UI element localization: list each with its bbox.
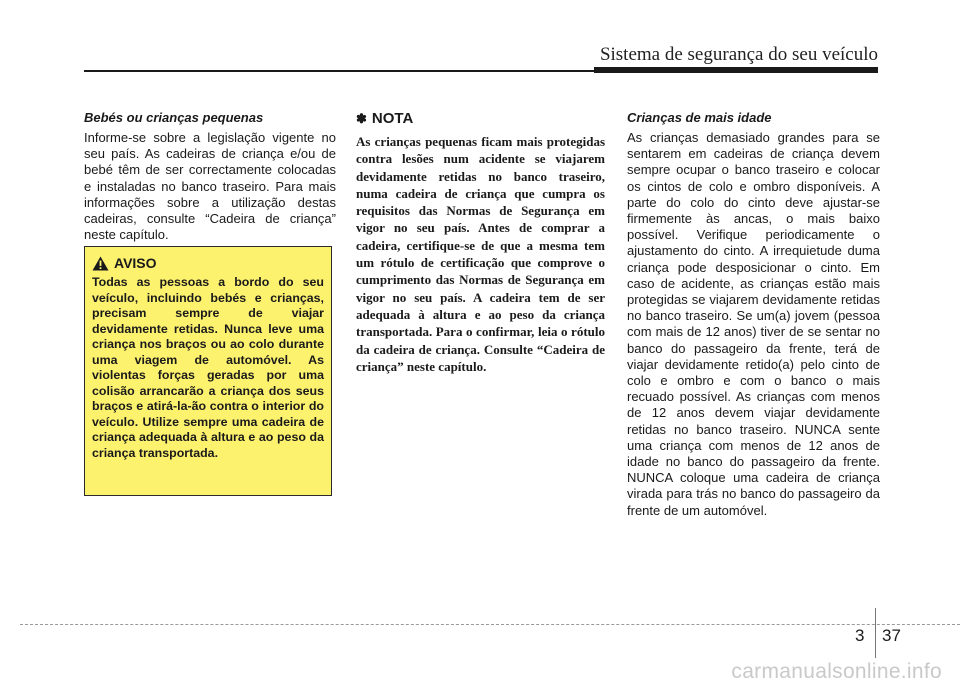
- page-number: 37: [882, 626, 901, 645]
- babies-heading: Bebés ou crianças pequenas: [84, 110, 264, 125]
- note-heading-label: NOTA: [371, 110, 414, 127]
- note-star-icon: ✽: [356, 110, 367, 126]
- watermark-text: carmanualsonline.info: [731, 660, 942, 683]
- older-children-heading: Crianças de mais idade: [627, 110, 772, 125]
- header-rule-thick: [594, 67, 878, 73]
- babies-paragraph: Informe-se sobre a legislação vigente no seu país. As cadeiras de criança e/ou de bebé têm de ser correctamente colocadas e instaladas no banco traseiro. Para mais informações sobre a utilização destas cadeiras, consulte “Cadeira de criança” neste capítulo.: [84, 130, 336, 243]
- column-older-children: [627, 110, 880, 519]
- note-paragraph: As crianças pequenas ficam mais protegidas contra lesões num acidente se viajarem devidamente retidas no banco traseiro, numa cadeira de criança que cumpra os requisitos das Normas de Segurança em vigor no seu país. Antes de comprar a cadeira, certifique-se de que a mesma tem um rótulo de certificação que comprove o cumprimento das Normas de Segurança em vigor no seu país. A cadeira tem de ser adequada à altura e ao peso da criança transportada. Para o confirmar, leia o rótulo da cadeira de criança. Consulte “Cadeira de criança” neste capítulo.: [356, 134, 605, 374]
- section-number: 3: [855, 626, 865, 645]
- running-header-title: Sistema de segurança do seu veículo: [599, 44, 878, 65]
- warning-title: [92, 255, 324, 271]
- column-note: [356, 110, 605, 375]
- older-children-paragraph: As crianças demasiado grandes para se sentarem em cadeiras de criança devem sempre ocupar o banco traseiro e colocar os cintos de colo e ombro disponíveis. A parte do colo do cinto deve ajustar-se firmemente às ancas, o mais baixo possível. Verifique periodicamente o ajustamento do cinto. A irrequietude duma criança pode desposicionar o cinto. Em caso de acidente, as crianças estão mais protegidas se viajarem devidamente retidas no banco traseiro. Se um(a) jovem (pessoa com mais de 12 anos) tiver de se sentar no banco do passageiro da frente, terá de viajar devidamente retido(a) pelo cinto de colo e ombro e com o banco o mais recuado possível. As crianças com menos de 12 anos devem viajar devidamente retidas no banco traseiro. NUNCA sente uma criança com menos de 12 anos de idade no banco do passageiro da frente. NUNCA coloque uma cadeira de criança virada para trás no banco do passageiro da frente de um automóvel.: [627, 130, 880, 518]
- note-heading: [356, 110, 605, 127]
- column-babies: [84, 110, 336, 243]
- warning-text: Todas as pessoas a bordo do seu veículo, incluindo bebés e crianças, precisam sempre de viajar devidamente retidas. Nunca leve uma criança nos braços ou ao colo durante uma viagem de automóvel. As violentas forças geradas por uma colisão arrancarão a criança dos seus braços e atirá-la-ão contra o interior do veículo. Utilize sempre uma cadeira de criança adequada à altura e ao peso da criança transportada.: [92, 275, 324, 460]
- warning-title-label: AVISO: [114, 255, 157, 271]
- footer-dashed-rule: [20, 624, 960, 625]
- header-rule-thin: [84, 70, 602, 72]
- page-number-divider: [875, 608, 876, 658]
- warning-box: [84, 246, 332, 496]
- warning-triangle-icon: [92, 256, 109, 271]
